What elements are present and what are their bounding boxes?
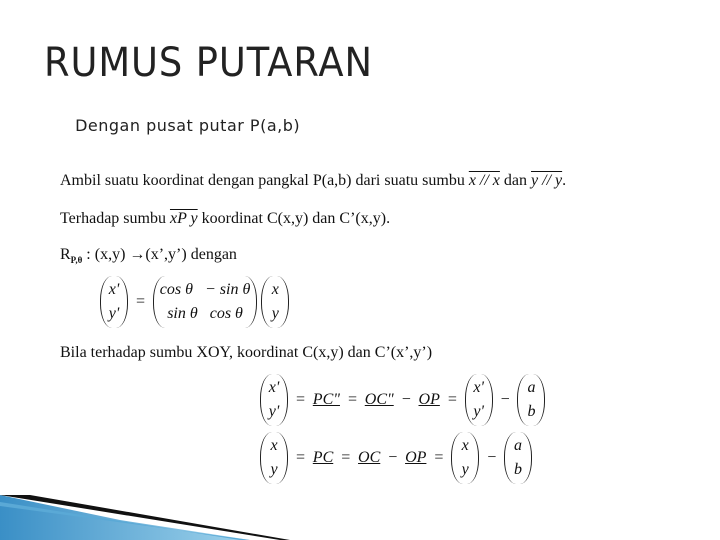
eq2-equals-3: = [446,391,458,408]
axis-xpy: xP y [169,210,198,227]
rotation-line [60,246,237,265]
eq1-cos-2: cos θ [209,305,243,322]
eq2-ab-vector [517,374,545,426]
eq2-lhs-vector [260,374,288,426]
rotation-sub: P,θ [70,255,83,265]
eq3-oc: OC [358,449,381,466]
eq2-v1-y: y' [473,403,484,420]
eq3-lhs-x: x [270,437,278,454]
eq3-a: a [514,437,522,454]
axis-pre: Terhadap sumbu [60,210,166,227]
axis-post: koordinat C(x,y) dan C’(x,y). [201,210,391,227]
eq1-lhs-y: y' [108,305,120,322]
xoy-line: Bila terhadap sumbu XOY, koordinat C(x,y) dan C’(x’,y’) [60,344,433,361]
eq2-v1-x: x' [473,379,484,396]
bullet-text: Dengan pusat putar P(a,b) [75,116,301,135]
rotation-post: : (x,y) →(x’,y’) dengan [86,246,237,263]
eq3-equals-1: = [295,449,306,466]
eq3-v1-x: x [461,437,469,454]
intro-end: . [562,172,567,189]
translation-equation-prime [260,374,545,426]
axis-x-parallel: x // x [468,172,500,189]
eq1-sin: sin θ [167,305,198,322]
eq1-lhs-vector [100,276,128,328]
eq2-minus: − [400,391,412,408]
eq1-neg-sin: − sin θ [204,281,251,298]
rotation-r: R [60,246,71,263]
eq3-equals-3: = [433,449,445,466]
eq3-b: b [514,461,522,478]
intro-mid: dan [503,172,528,189]
eq3-minus: − [387,449,399,466]
eq3-op: OP [405,449,427,466]
eq3-v1-y: y [461,461,469,478]
eq1-rhs-x: x [271,281,279,298]
axis-line [60,210,390,228]
eq2-equals-2: = [346,391,358,408]
eq2-a: a [527,379,536,396]
eq2-lhs-x: x' [268,379,280,396]
intro-line [60,172,566,190]
eq1-rhs-y: y [271,305,279,322]
eq2-lhs-y: y' [268,403,280,420]
bullet-item [52,116,300,135]
eq3-equals-2: = [340,449,352,466]
axis-y-parallel: y // y [531,172,563,189]
eq2-prime-vector [465,374,493,426]
decorative-corner-swoosh [0,440,720,540]
eq1-rhs-vector [261,276,289,328]
eq2-minus-2: − [499,391,511,408]
intro-text: Ambil suatu koordinat dengan pangkal P(a,b) dari suatu sumbu [60,172,465,189]
eq1-cos: cos θ [159,281,193,298]
slide-title: RUMUS PUTARAN [44,40,373,86]
rotation-matrix-equation [100,276,289,328]
eq1-equals: = [135,293,146,310]
eq1-rotation-matrix [153,276,258,328]
eq2-b: b [527,403,536,420]
eq3-minus-2: − [486,449,497,466]
eq2-op: OP [418,391,440,408]
eq2-pc: PC" [312,391,340,408]
eq3-lhs-y: y [270,461,278,478]
eq3-pc: PC [312,449,334,466]
eq2-equals-1: = [295,391,306,408]
eq2-oc: OC" [364,391,394,408]
eq1-lhs-x: x' [108,281,120,298]
swoosh-blue-shape [0,495,250,540]
